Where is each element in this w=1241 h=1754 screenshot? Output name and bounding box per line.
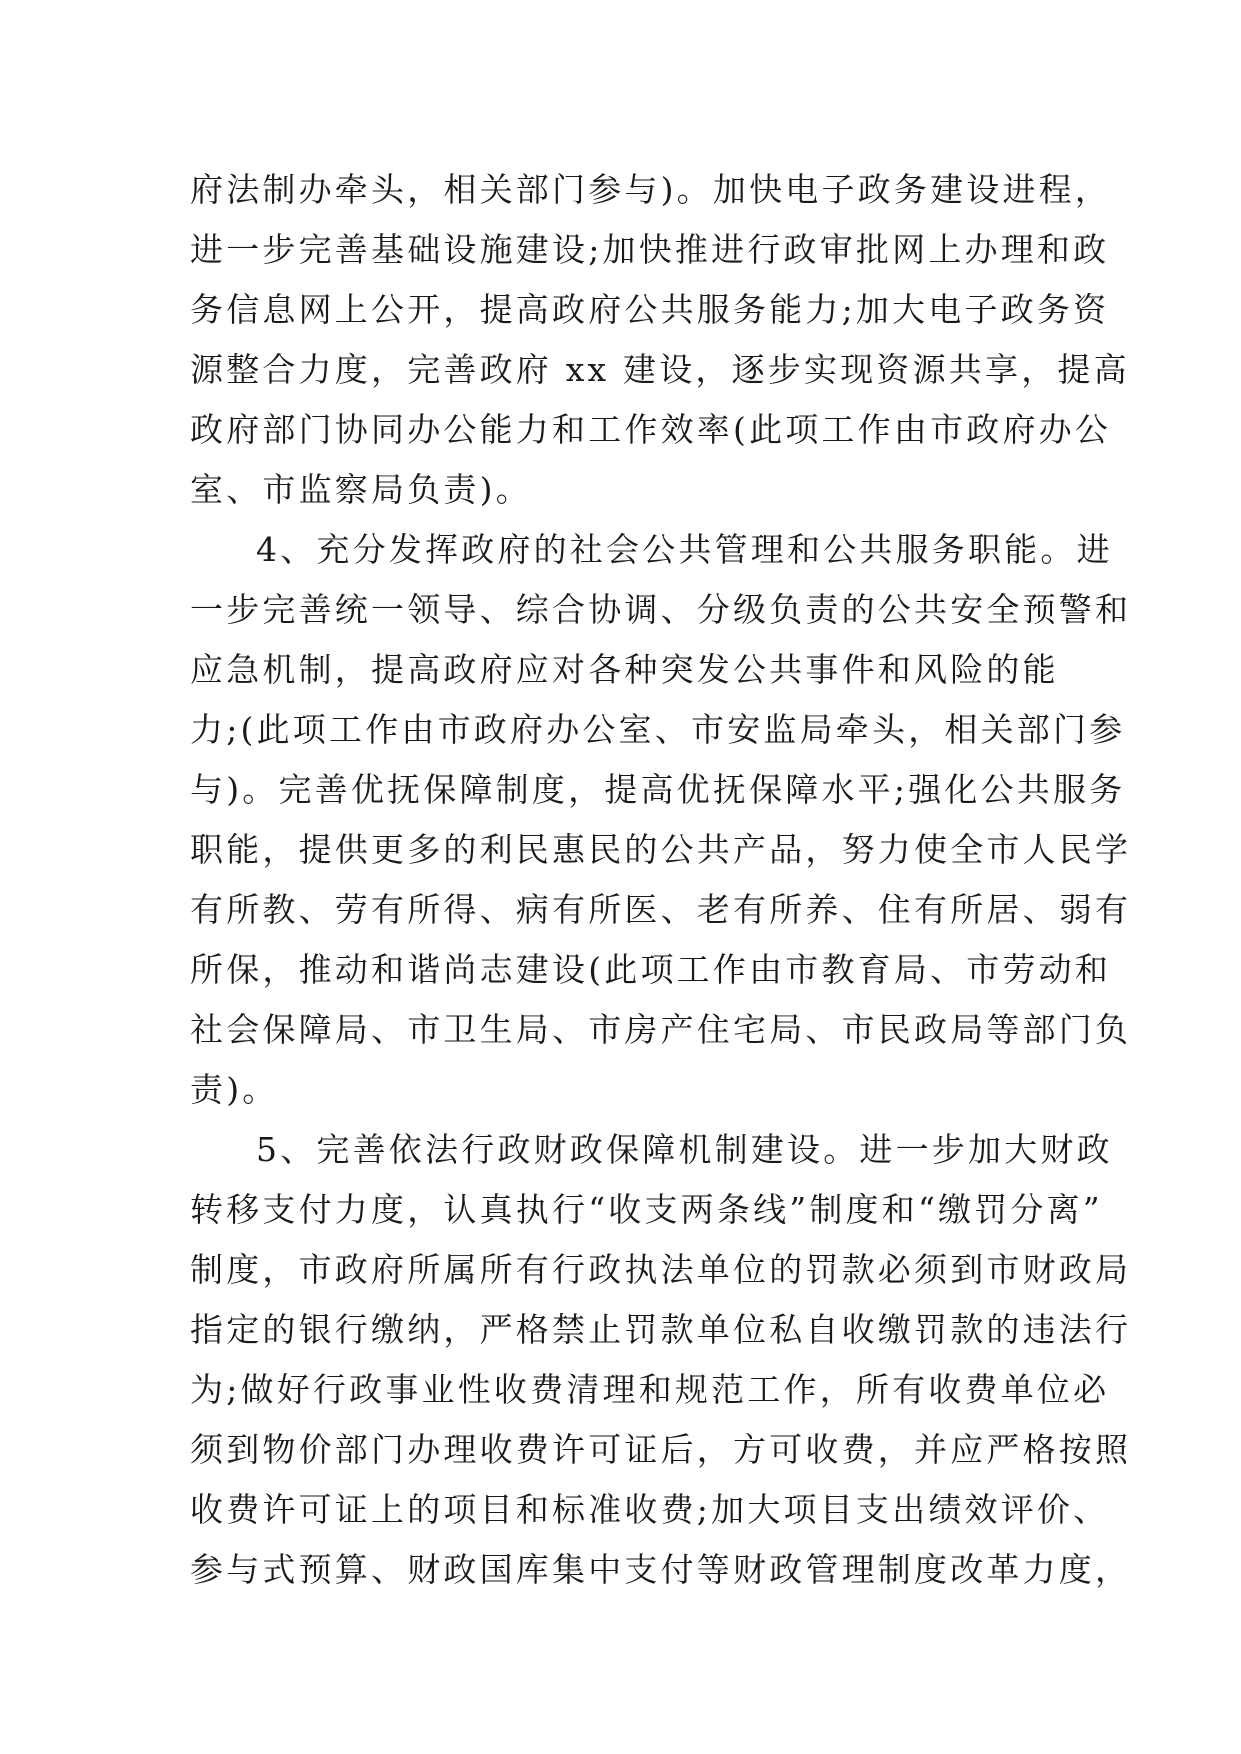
- text-line: 制度，市政府所属所有行政执法单位的罚款必须到市财政局: [190, 1250, 1132, 1289]
- text-line: 务信息网上公开，提高政府公共服务能力;加大电子政务资: [190, 290, 1110, 329]
- text-line: 应急机制，提高政府应对各种突发公共事件和风险的能: [190, 650, 1059, 689]
- text-line: 与)。完善优抚保障制度，提高优抚保障水平;强化公共服务: [190, 770, 1126, 809]
- text-line: 室、市监察局负责)。: [190, 470, 532, 509]
- text-line: 转移支付力度，认真执行“收支两条线”制度和“缴罚分离”: [190, 1190, 1103, 1229]
- text-line: 府法制办牵头，相关部门参与)。加快电子政务建设进程，: [190, 170, 1112, 209]
- text-line: 所保，推动和谐尚志建设(此项工作由市教育局、市劳动和: [190, 950, 1112, 989]
- text-line: 社会保障局、市卫生局、市房产住宅局、市民政局等部门负: [190, 1010, 1132, 1049]
- text-line: 指定的银行缴纳，严格禁止罚款单位私自收缴罚款的违法行: [190, 1310, 1132, 1349]
- text-line: 须到物价部门办理收费许可证后，方可收费，并应严格按照: [190, 1430, 1132, 1469]
- text-line: 进一步完善基础设施建设;加快推进行政审批网上办理和政: [190, 230, 1110, 269]
- paragraph-5-first-line: 5、完善依法行政财政保障机制建设。进一步加大财政: [256, 1130, 1113, 1169]
- paragraph-4-first-line: 4、充分发挥政府的社会公共管理和公共服务职能。进: [256, 530, 1113, 569]
- text-line: 政府部门协同办公能力和工作效率(此项工作由市政府办公: [190, 410, 1112, 449]
- text-line: 为;做好行政事业性收费清理和规范工作，所有收费单位必: [190, 1370, 1110, 1409]
- text-line: 收费许可证上的项目和标准收费;加大项目支出绩效评价、: [190, 1490, 1110, 1529]
- text-line: 职能，提供更多的利民惠民的公共产品，努力使全市人民学: [190, 830, 1132, 869]
- text-line: 一步完善统一领导、综合协调、分级负责的公共安全预警和: [190, 590, 1132, 629]
- text-line: 有所教、劳有所得、病有所医、老有所养、住有所居、弱有: [190, 890, 1132, 929]
- text-line: 参与式预算、财政国库集中支付等财政管理制度改革力度，: [190, 1550, 1132, 1589]
- body-text: [190, 160, 1132, 1600]
- text-line: 力;(此项工作由市政府办公室、市安监局牵头，相关部门参: [190, 710, 1126, 749]
- text-line: 源整合力度，完善政府 xx 建设，逐步实现资源共享，提高: [190, 350, 1130, 389]
- text-line: 责)。: [190, 1070, 279, 1109]
